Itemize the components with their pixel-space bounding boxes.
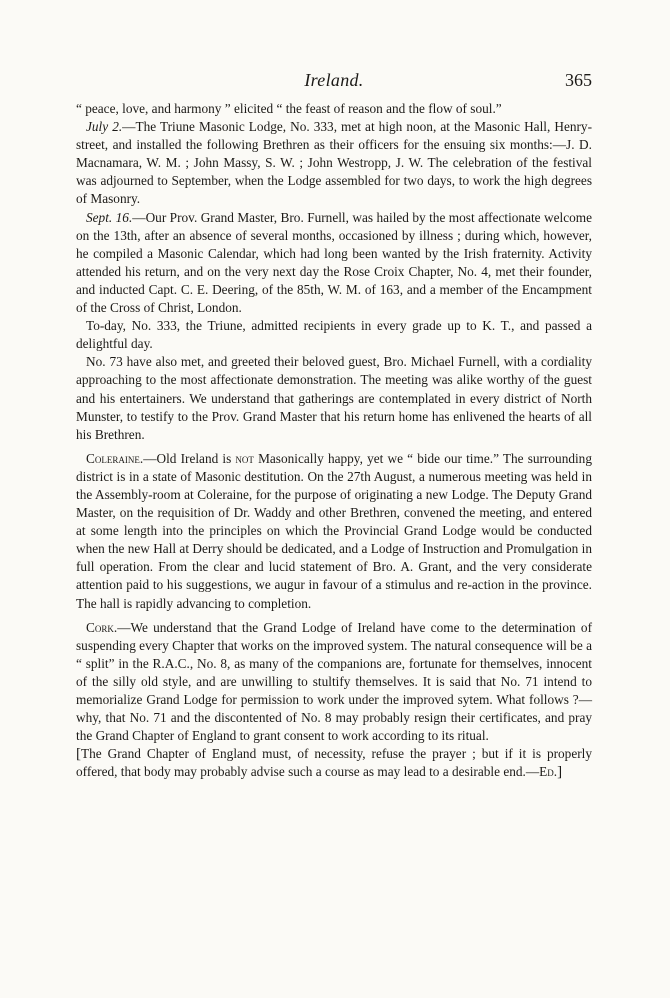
paragraph-text: —The Triune Masonic Lodge, No. 333, met at high noon, at the Masonic Hall, Henry-street, and installed the following Brethren as their officers for the ensuing six months:—J. D. Macnamara, W. M. ; John Massy, S. W. ; John Westropp, J. W. The celebration of the festival was adjourned to September, when the Lodge assembled for two days, to work the high degrees of Masonry. bbox=[76, 119, 592, 207]
paragraph-cork bbox=[76, 619, 592, 746]
editor-note bbox=[76, 745, 592, 781]
paragraph-date: July 2. bbox=[86, 119, 123, 135]
page-number: 365 bbox=[565, 70, 592, 90]
section-heading-cork: Cork. bbox=[86, 619, 118, 635]
open-bracket: [ bbox=[76, 746, 81, 763]
paragraph-today bbox=[76, 317, 592, 353]
section-heading-coleraine: Coleraine. bbox=[86, 450, 144, 466]
editor-signature: Ed. bbox=[539, 764, 558, 780]
article-body bbox=[76, 100, 592, 781]
paragraph-continuation bbox=[76, 100, 592, 118]
paragraph-sept-16 bbox=[76, 209, 592, 318]
editor-note-text: The Grand Chapter of England must, of necessity, refuse the prayer ; but if it is properly offered, that body may probably advise such a course as may lead to a desirable end.— bbox=[76, 746, 592, 780]
running-head bbox=[76, 70, 592, 100]
page bbox=[76, 70, 592, 781]
running-title: Ireland. bbox=[304, 70, 364, 90]
paragraph-text: To-day, No. 333, the Triune, admitted recipients in every grade up to K. T., and passed a delightful day. bbox=[76, 318, 592, 352]
paragraph-text: “ peace, love, and harmony ” elicited “ the feast of reason and the flow of soul.” bbox=[76, 101, 502, 116]
paragraph-coleraine bbox=[76, 450, 592, 613]
close-bracket: ] bbox=[557, 764, 563, 781]
paragraph-text: Masonically happy, yet we “ bide our time.” The surrounding district is in a state of Masonic destitution. On the 27th August, a numerous meeting was held in the Assembly-room at Coleraine, for the purpose of originating a new Lodge. The Deputy Grand Master, on the requisition of Dr. Waddy and other Brethren, convened the meeting, and entered at some length into the principles on which the Provincial Grand Lodge would be conducted when the new Hall at Derry should be dedicated, and a Lodge of Instruction and Promulgation in full operation. From the clear and lucid statement of Bro. A. Grant, and the very considerate attention paid to his suggestions, we augur in favour of a stimulus and re-action in the province. The hall is rapidly advancing to completion. bbox=[76, 450, 592, 611]
paragraph-text: —Our Prov. Grand Master, Bro. Furnell, was hailed by the most affectionate welcome on the 13th, after an absence of several months, occasioned by illness ; during which, however, he compiled a Masonic Calendar, which had long been wanted by the Irish fraternity. Activity attended his return, and on the very next day the Rose Croix Chapter, No. 4, met their founder, and inducted Capt. C. E. Deering, of the 85th, W. M. of 163, and a member of the Encampment of the Cross of Christ, London. bbox=[76, 209, 592, 316]
paragraph-no-73 bbox=[76, 353, 592, 443]
paragraph-date: Sept. 16. bbox=[86, 209, 133, 225]
emphasis-not: not bbox=[235, 450, 254, 466]
paragraph-text: —Old Ireland is bbox=[143, 450, 236, 466]
paragraph-july-2 bbox=[76, 118, 592, 208]
paragraph-text: No. 73 have also met, and greeted their beloved guest, Bro. Michael Furnell, with a cordiality approaching to the most affectionate demonstration. The meeting was alike worthy of the guest and his entertainers. We understand that gatherings are contemplated in every district of North Munster, to testify to the Prov. Grand Master that his return home has enlivened the hearts of all his Brethren. bbox=[76, 354, 592, 442]
paragraph-text: —We understand that the Grand Lodge of Ireland have come to the determination of suspending every Chapter that works on the improved system. The natural consequence will be a “ split” in the R.A.C., No. 8, as many of the companions are, fortunate for themselves, innocent of the silly old style, and are unwilling to stultify themselves. It is said that No. 71 intend to memorialize Grand Lodge for permission to work under the improved sytem. What follows ?—why, that No. 71 and the discontented of No. 8 may probably resign their certificates, and pray the Grand Chapter of England to grant consent to work according to its ritual. bbox=[76, 619, 592, 744]
